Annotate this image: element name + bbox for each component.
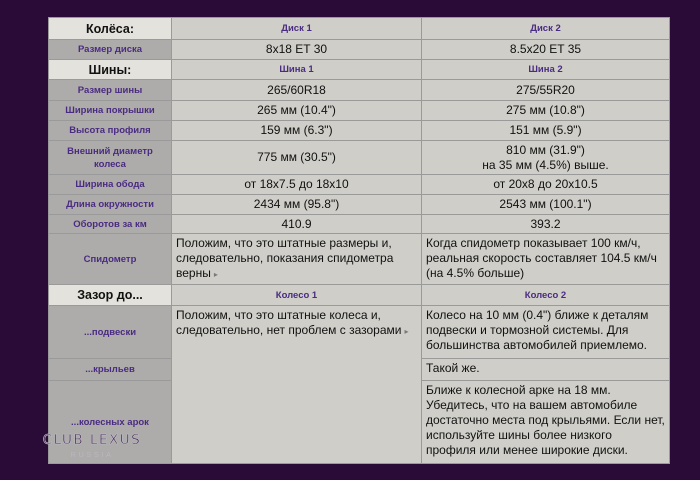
profile-height-row xyxy=(49,121,670,141)
tire-width-label: Ширина покрышки xyxy=(49,101,172,121)
tire-2-width: 275 мм (10.8") xyxy=(422,101,670,121)
revs-label: Оборотов за км xyxy=(49,215,172,234)
wheel-1-header: Колесо 1 xyxy=(172,285,422,306)
wheel-2-header: Колесо 2 xyxy=(422,285,670,306)
disk-2-header: Диск 2 xyxy=(422,18,670,40)
tire-1-profile: 159 мм (6.3") xyxy=(172,121,422,141)
wheel-1-revs: 410.9 xyxy=(172,215,422,234)
circumference-row xyxy=(49,195,670,215)
wheel-1-diameter: 775 мм (30.5") xyxy=(172,141,422,175)
tire-size-row xyxy=(49,80,670,101)
outer-diameter-label: Внешний диаметр колеса xyxy=(49,141,172,175)
fenders-label: ...крыльев xyxy=(49,359,172,381)
expand-arrow-icon[interactable]: ▸ xyxy=(213,270,218,279)
outer-diameter-row xyxy=(49,141,670,175)
expand-arrow-icon[interactable]: ▸ xyxy=(404,327,409,336)
disk-2-size: 8.5x20 ET 35 xyxy=(422,40,670,60)
wheel-2-diameter-value: 810 мм (31.9") xyxy=(506,142,585,157)
speedometer-note-2: Когда спидометр показывает 100 км/ч, реальная скорость составляет 104.5 км/ч (на 4.5% больше) xyxy=(422,234,670,285)
rim-1-width: от 18x7.5 до 18x10 xyxy=(172,175,422,195)
tire-1-size: 265/60R18 xyxy=(172,80,422,101)
club-lexus-logo xyxy=(22,432,162,459)
wheel-1-circumference: 2434 мм (95.8") xyxy=(172,195,422,215)
tire-comparison-table xyxy=(48,17,670,464)
clearance-note-text: Положим, что это штатные колеса и, следовательно, нет проблем с зазорами xyxy=(176,308,402,337)
rim-2-width: от 20x8 до 20x10.5 xyxy=(422,175,670,195)
speedometer-note-1 xyxy=(172,234,422,285)
circumference-label: Длина окружности xyxy=(49,195,172,215)
wheel-arches-label: ...колесных арок xyxy=(49,381,172,464)
wheel-2-diameter xyxy=(422,141,670,175)
disk-1-size: 8x18 ET 30 xyxy=(172,40,422,60)
tires-header-row xyxy=(49,60,670,80)
speedometer-row xyxy=(49,234,670,285)
wheels-section-title: Колёса: xyxy=(49,18,172,40)
clearance-section-title: Зазор до... xyxy=(49,285,172,306)
suspension-label: ...подвески xyxy=(49,306,172,359)
rim-width-row xyxy=(49,175,670,195)
rim-width-label: Ширина обода xyxy=(49,175,172,195)
tires-section-title: Шины: xyxy=(49,60,172,80)
tire-1-width: 265 мм (10.4") xyxy=(172,101,422,121)
suspension-note-2: Колесо на 10 мм (0.4") ближе к деталям подвески и тормозной системы. Для большинства автомобилей приемлемо. xyxy=(422,306,670,359)
tire-2-size: 275/55R20 xyxy=(422,80,670,101)
logo-brand-text: CLUB LEXUS xyxy=(42,432,142,448)
speedometer-note-1-text: Положим, что это штатные размеры и, следовательно, показания спидометра верны xyxy=(176,236,394,280)
tire-2-profile: 151 мм (5.9") xyxy=(422,121,670,141)
clearance-header-row xyxy=(49,285,670,306)
wheel-2-diameter-diff: на 35 мм (4.5%) выше. xyxy=(482,157,609,172)
wheel-2-revs: 393.2 xyxy=(422,215,670,234)
disk-size-row xyxy=(49,40,670,60)
logo-subtitle: RUSSIA xyxy=(70,450,114,459)
tire-1-header: Шина 1 xyxy=(172,60,422,80)
tire-width-row xyxy=(49,101,670,121)
revs-row xyxy=(49,215,670,234)
clearance-note-wheel-1 xyxy=(172,306,422,464)
profile-height-label: Высота профиля xyxy=(49,121,172,141)
wheel-2-circumference: 2543 мм (100.1") xyxy=(422,195,670,215)
wheel-arches-note-2: Ближе к колесной арке на 18 мм. Убедитесь, что на вашем автомобиле достаточно места под крыльями. Если нет, используйте шины более низкого профиля или менее широкие диски. xyxy=(422,381,670,464)
disk-1-header: Диск 1 xyxy=(172,18,422,40)
fenders-note-2: Такой же. xyxy=(422,359,670,381)
tire-size-label: Размер шины xyxy=(49,80,172,101)
wheels-header-row xyxy=(49,18,670,40)
suspension-row xyxy=(49,306,670,359)
tire-2-header: Шина 2 xyxy=(422,60,670,80)
disk-size-label: Размер диска xyxy=(49,40,172,60)
speedometer-label: Спидометр xyxy=(49,234,172,285)
